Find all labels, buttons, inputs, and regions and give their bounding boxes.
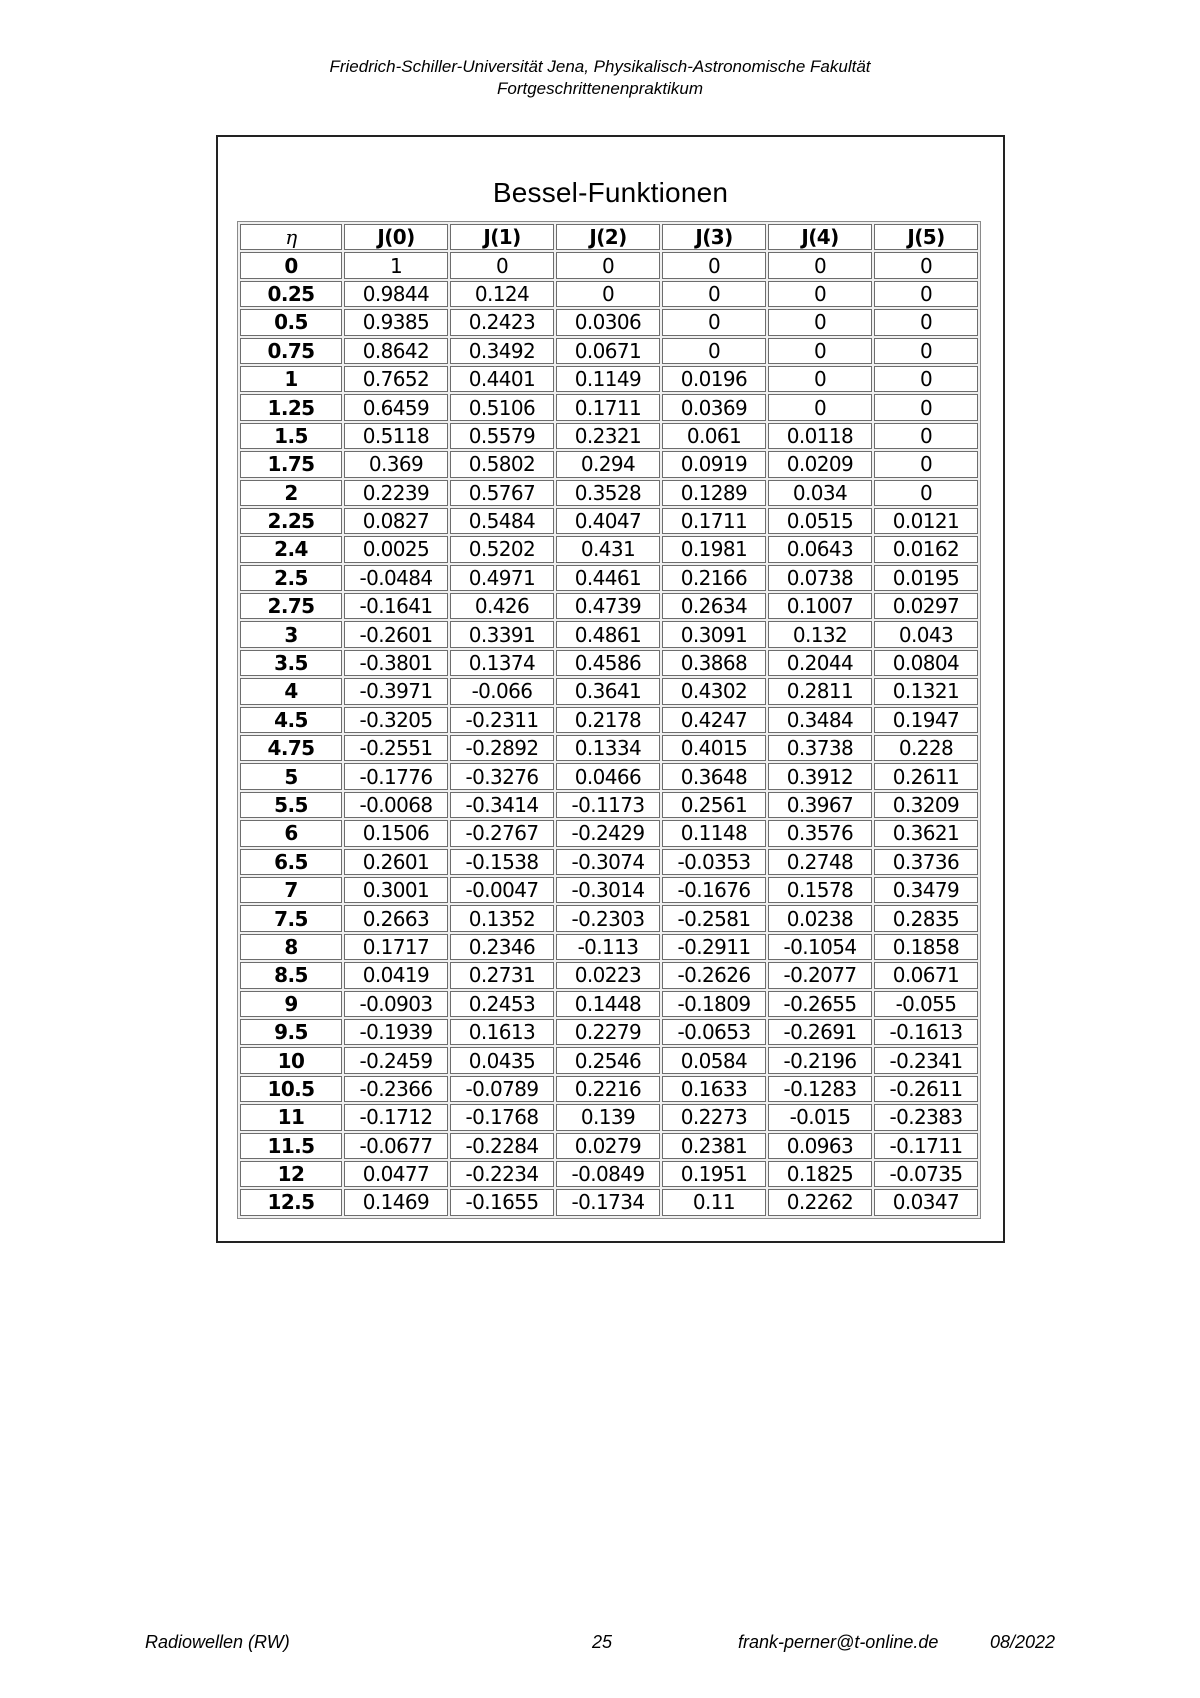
value-cell: 0.1148 (662, 820, 766, 846)
value-cell: 0.3528 (556, 480, 660, 506)
value-cell: 0.1374 (450, 650, 554, 676)
bessel-table (237, 221, 981, 1219)
value-cell: -0.015 (768, 1104, 872, 1130)
value-cell: 0.3576 (768, 820, 872, 846)
value-cell: 0.1711 (556, 394, 660, 420)
value-cell: 0.0196 (662, 366, 766, 392)
value-cell: 0.4047 (556, 508, 660, 534)
value-cell: 0.9844 (344, 281, 448, 307)
value-cell: 0.2601 (344, 849, 448, 875)
value-cell: 0.5767 (450, 480, 554, 506)
table-row (240, 281, 978, 307)
value-cell: 0.0477 (344, 1161, 448, 1187)
value-cell: 0.2561 (662, 792, 766, 818)
value-cell: 0 (874, 451, 978, 477)
table-row (240, 451, 978, 477)
value-cell: 0.2321 (556, 423, 660, 449)
table-row (240, 536, 978, 562)
value-cell: 0.3492 (450, 338, 554, 364)
eta-cell: 9.5 (240, 1019, 342, 1045)
value-cell: -0.0677 (344, 1133, 448, 1159)
value-cell: 0.1578 (768, 877, 872, 903)
value-cell: 0.5579 (450, 423, 554, 449)
value-cell: 0.1613 (450, 1019, 554, 1045)
value-cell: 0.3479 (874, 877, 978, 903)
table-row (240, 849, 978, 875)
value-cell: 0.3484 (768, 707, 872, 733)
value-cell: 0 (662, 309, 766, 335)
table-row (240, 621, 978, 647)
eta-cell: 1.5 (240, 423, 342, 449)
value-cell: 0 (874, 366, 978, 392)
value-cell: -0.1809 (662, 991, 766, 1017)
value-cell: 0.1321 (874, 678, 978, 704)
table-row (240, 763, 978, 789)
table-row (240, 423, 978, 449)
value-cell: 0 (874, 394, 978, 420)
value-cell: 0.4861 (556, 621, 660, 647)
value-cell: -0.1768 (450, 1104, 554, 1130)
value-cell: 0.2346 (450, 934, 554, 960)
value-cell: 0.1825 (768, 1161, 872, 1187)
value-cell: -0.1613 (874, 1019, 978, 1045)
value-cell: 0.4586 (556, 650, 660, 676)
value-cell: -0.3971 (344, 678, 448, 704)
value-cell: -0.2366 (344, 1076, 448, 1102)
value-cell: 0.0025 (344, 536, 448, 562)
value-cell: 0.2423 (450, 309, 554, 335)
value-cell: 0.0466 (556, 763, 660, 789)
value-cell: -0.1712 (344, 1104, 448, 1130)
value-cell: 0.2279 (556, 1019, 660, 1045)
eta-cell: 0.5 (240, 309, 342, 335)
footer-email: frank-perner@t-online.de (738, 1632, 939, 1652)
value-cell: 0.0671 (556, 338, 660, 364)
value-cell: 0.132 (768, 621, 872, 647)
value-cell: 0 (768, 366, 872, 392)
table-row (240, 707, 978, 733)
value-cell: 0.1149 (556, 366, 660, 392)
value-cell: 0.2663 (344, 905, 448, 931)
eta-cell: 2.75 (240, 593, 342, 619)
table-row (240, 820, 978, 846)
value-cell: -0.2383 (874, 1104, 978, 1130)
table-header-row (240, 224, 978, 250)
eta-cell: 5.5 (240, 792, 342, 818)
value-cell: -0.2311 (450, 707, 554, 733)
eta-cell: 10 (240, 1047, 342, 1073)
table-row (240, 1104, 978, 1130)
table-row (240, 480, 978, 506)
eta-cell: 6 (240, 820, 342, 846)
value-cell: 0.3868 (662, 650, 766, 676)
column-header: J(0) (344, 224, 448, 250)
value-cell: -0.2077 (768, 962, 872, 988)
eta-cell: 12 (240, 1161, 342, 1187)
eta-cell: 11.5 (240, 1133, 342, 1159)
value-cell: -0.1655 (450, 1189, 554, 1215)
footer-date: 08/2022 (990, 1632, 1056, 1652)
value-cell: 0 (768, 338, 872, 364)
value-cell: 0.0963 (768, 1133, 872, 1159)
value-cell: -0.2655 (768, 991, 872, 1017)
eta-cell: 9 (240, 991, 342, 1017)
table-row (240, 1189, 978, 1215)
value-cell: 0.1352 (450, 905, 554, 931)
value-cell: 0.034 (768, 480, 872, 506)
value-cell: -0.055 (874, 991, 978, 1017)
value-cell: -0.2626 (662, 962, 766, 988)
value-cell: 0.1334 (556, 735, 660, 761)
value-cell: -0.2601 (344, 621, 448, 647)
table-row (240, 309, 978, 335)
value-cell: 0.3738 (768, 735, 872, 761)
value-cell: 0.3001 (344, 877, 448, 903)
eta-cell: 4 (240, 678, 342, 704)
value-cell: 0.1469 (344, 1189, 448, 1215)
value-cell: -0.066 (450, 678, 554, 704)
value-cell: -0.0047 (450, 877, 554, 903)
value-cell: 0.4461 (556, 565, 660, 591)
value-cell: 0.0435 (450, 1047, 554, 1073)
column-header: J(4) (768, 224, 872, 250)
value-cell: 0.0584 (662, 1047, 766, 1073)
value-cell: 0.0121 (874, 508, 978, 534)
value-cell: 0.4971 (450, 565, 554, 591)
value-cell: 0 (662, 338, 766, 364)
page-header (0, 56, 1200, 100)
value-cell: 0.124 (450, 281, 554, 307)
value-cell: 0.1951 (662, 1161, 766, 1187)
eta-cell: 12.5 (240, 1189, 342, 1215)
value-cell: 0.6459 (344, 394, 448, 420)
value-cell: 0.0827 (344, 508, 448, 534)
value-cell: -0.1734 (556, 1189, 660, 1215)
value-cell: 0.3648 (662, 763, 766, 789)
value-cell: 0.2273 (662, 1104, 766, 1130)
value-cell: 0.0369 (662, 394, 766, 420)
value-cell: 0.426 (450, 593, 554, 619)
value-cell: 0 (768, 281, 872, 307)
value-cell: 0 (874, 338, 978, 364)
table-row (240, 792, 978, 818)
table-body (240, 252, 978, 1215)
table-row (240, 877, 978, 903)
value-cell: -0.3414 (450, 792, 554, 818)
value-cell: 0 (662, 252, 766, 278)
value-cell: 0.0223 (556, 962, 660, 988)
value-cell: -0.3205 (344, 707, 448, 733)
eta-cell: 1.75 (240, 451, 342, 477)
value-cell: -0.1776 (344, 763, 448, 789)
eta-cell: 8.5 (240, 962, 342, 988)
eta-cell: 6.5 (240, 849, 342, 875)
value-cell: 1 (344, 252, 448, 278)
eta-cell: 4.5 (240, 707, 342, 733)
value-cell: 0 (662, 281, 766, 307)
value-cell: -0.2892 (450, 735, 554, 761)
value-cell: 0.061 (662, 423, 766, 449)
value-cell: -0.0653 (662, 1019, 766, 1045)
value-cell: 0.0643 (768, 536, 872, 562)
column-header: J(1) (450, 224, 554, 250)
value-cell: 0.4302 (662, 678, 766, 704)
value-cell: 0.0209 (768, 451, 872, 477)
value-cell: -0.2611 (874, 1076, 978, 1102)
value-cell: 0.228 (874, 735, 978, 761)
eta-cell: 3 (240, 621, 342, 647)
value-cell: 0 (874, 423, 978, 449)
value-cell: 0.7652 (344, 366, 448, 392)
value-cell: 0.0195 (874, 565, 978, 591)
value-cell: 0 (874, 309, 978, 335)
value-cell: 0.5802 (450, 451, 554, 477)
header-course: Fortgeschrittenenpraktikum (497, 79, 703, 98)
value-cell: -0.3801 (344, 650, 448, 676)
value-cell: 0.1981 (662, 536, 766, 562)
table-row (240, 650, 978, 676)
value-cell: 0.2634 (662, 593, 766, 619)
table-row (240, 934, 978, 960)
value-cell: -0.2459 (344, 1047, 448, 1073)
eta-cell: 2.4 (240, 536, 342, 562)
eta-cell: 10.5 (240, 1076, 342, 1102)
value-cell: 0.8642 (344, 338, 448, 364)
eta-cell: 2.25 (240, 508, 342, 534)
value-cell: 0 (874, 252, 978, 278)
value-cell: 0.2178 (556, 707, 660, 733)
eta-cell: 0 (240, 252, 342, 278)
value-cell: -0.0789 (450, 1076, 554, 1102)
eta-cell: 11 (240, 1104, 342, 1130)
table-row (240, 962, 978, 988)
value-cell: 0.043 (874, 621, 978, 647)
footer-experiment: Radiowellen (RW) (145, 1632, 290, 1652)
value-cell: 0.369 (344, 451, 448, 477)
value-cell: -0.0068 (344, 792, 448, 818)
table-row (240, 1133, 978, 1159)
value-cell: 0.0238 (768, 905, 872, 931)
table-row (240, 338, 978, 364)
table-row (240, 394, 978, 420)
table-row (240, 1076, 978, 1102)
value-cell: -0.0484 (344, 565, 448, 591)
header-institution: Friedrich-Schiller-Universität Jena, Physikalisch-Astronomische Fakultät (329, 57, 871, 76)
value-cell: 0.0347 (874, 1189, 978, 1215)
value-cell: 0.1633 (662, 1076, 766, 1102)
value-cell: -0.2911 (662, 934, 766, 960)
value-cell: -0.2196 (768, 1047, 872, 1073)
value-cell: 0.3641 (556, 678, 660, 704)
value-cell: 0.2216 (556, 1076, 660, 1102)
table-row (240, 508, 978, 534)
column-header: J(5) (874, 224, 978, 250)
value-cell: -0.2234 (450, 1161, 554, 1187)
value-cell: 0 (556, 281, 660, 307)
value-cell: 0.5106 (450, 394, 554, 420)
value-cell: -0.2691 (768, 1019, 872, 1045)
value-cell: -0.113 (556, 934, 660, 960)
table-row (240, 1019, 978, 1045)
value-cell: 0.2546 (556, 1047, 660, 1073)
value-cell: -0.2581 (662, 905, 766, 931)
value-cell: 0.0804 (874, 650, 978, 676)
value-cell: 0 (874, 281, 978, 307)
value-cell: 0.4015 (662, 735, 766, 761)
column-header-eta: η (240, 224, 342, 250)
eta-cell: 2 (240, 480, 342, 506)
value-cell: -0.0353 (662, 849, 766, 875)
value-cell: 0.0279 (556, 1133, 660, 1159)
eta-cell: 4.75 (240, 735, 342, 761)
value-cell: 0.294 (556, 451, 660, 477)
value-cell: 0.2239 (344, 480, 448, 506)
value-cell: 0 (556, 252, 660, 278)
value-cell: -0.1173 (556, 792, 660, 818)
value-cell: 0.0671 (874, 962, 978, 988)
bessel-figure (216, 135, 1005, 1243)
table-row (240, 905, 978, 931)
value-cell: 0.3209 (874, 792, 978, 818)
value-cell: 0.5484 (450, 508, 554, 534)
value-cell: 0.3091 (662, 621, 766, 647)
value-cell: 0.431 (556, 536, 660, 562)
value-cell: 0.3912 (768, 763, 872, 789)
value-cell: -0.1676 (662, 877, 766, 903)
eta-cell: 1 (240, 366, 342, 392)
eta-cell: 8 (240, 934, 342, 960)
table-row (240, 678, 978, 704)
table-row (240, 735, 978, 761)
eta-cell: 1.25 (240, 394, 342, 420)
table-row (240, 565, 978, 591)
value-cell: 0.2835 (874, 905, 978, 931)
eta-cell: 0.75 (240, 338, 342, 364)
table-row (240, 252, 978, 278)
value-cell: -0.2284 (450, 1133, 554, 1159)
value-cell: -0.2429 (556, 820, 660, 846)
value-cell: 0.1007 (768, 593, 872, 619)
value-cell: -0.1711 (874, 1133, 978, 1159)
page-footer (0, 1632, 1200, 1656)
value-cell: 0.3621 (874, 820, 978, 846)
value-cell: 0.5202 (450, 536, 554, 562)
value-cell: 0.4739 (556, 593, 660, 619)
column-header: J(2) (556, 224, 660, 250)
value-cell: 0.9385 (344, 309, 448, 335)
value-cell: 0.0162 (874, 536, 978, 562)
value-cell: 0.2044 (768, 650, 872, 676)
value-cell: 0.0118 (768, 423, 872, 449)
value-cell: -0.1641 (344, 593, 448, 619)
value-cell: 0.2811 (768, 678, 872, 704)
value-cell: -0.0849 (556, 1161, 660, 1187)
value-cell: 0 (874, 480, 978, 506)
value-cell: -0.2551 (344, 735, 448, 761)
value-cell: -0.3276 (450, 763, 554, 789)
value-cell: 0 (450, 252, 554, 278)
value-cell: 0.1289 (662, 480, 766, 506)
value-cell: 0.139 (556, 1104, 660, 1130)
value-cell: 0.5118 (344, 423, 448, 449)
value-cell: 0.1711 (662, 508, 766, 534)
value-cell: 0 (768, 252, 872, 278)
value-cell: 0.1506 (344, 820, 448, 846)
table-row (240, 991, 978, 1017)
value-cell: 0.1947 (874, 707, 978, 733)
eta-cell: 3.5 (240, 650, 342, 676)
value-cell: 0.2166 (662, 565, 766, 591)
value-cell: 0.0515 (768, 508, 872, 534)
value-cell: 0.0738 (768, 565, 872, 591)
value-cell: 0.3391 (450, 621, 554, 647)
value-cell: 0.4247 (662, 707, 766, 733)
value-cell: 0.2731 (450, 962, 554, 988)
value-cell: -0.2303 (556, 905, 660, 931)
value-cell: 0.4401 (450, 366, 554, 392)
value-cell: -0.3074 (556, 849, 660, 875)
value-cell: -0.1283 (768, 1076, 872, 1102)
value-cell: 0.2262 (768, 1189, 872, 1215)
table-row (240, 1047, 978, 1073)
table-row (240, 366, 978, 392)
table-row (240, 593, 978, 619)
value-cell: 0.2453 (450, 991, 554, 1017)
table-row (240, 1161, 978, 1187)
eta-cell: 5 (240, 763, 342, 789)
value-cell: 0.3736 (874, 849, 978, 875)
value-cell: -0.1054 (768, 934, 872, 960)
value-cell: 0 (768, 309, 872, 335)
value-cell: -0.0735 (874, 1161, 978, 1187)
value-cell: 0.1448 (556, 991, 660, 1017)
value-cell: 0.0919 (662, 451, 766, 477)
value-cell: 0.0297 (874, 593, 978, 619)
value-cell: -0.1939 (344, 1019, 448, 1045)
eta-cell: 7 (240, 877, 342, 903)
value-cell: 0.11 (662, 1189, 766, 1215)
value-cell: -0.2341 (874, 1047, 978, 1073)
eta-cell: 0.25 (240, 281, 342, 307)
figure-title: Bessel-Funktionen (492, 177, 729, 208)
value-cell: 0 (768, 394, 872, 420)
value-cell: -0.3014 (556, 877, 660, 903)
column-header: J(3) (662, 224, 766, 250)
footer-page-number: 25 (592, 1632, 613, 1652)
value-cell: -0.2767 (450, 820, 554, 846)
value-cell: 0.0306 (556, 309, 660, 335)
value-cell: 0.0419 (344, 962, 448, 988)
value-cell: 0.2611 (874, 763, 978, 789)
value-cell: 0.2748 (768, 849, 872, 875)
value-cell: -0.1538 (450, 849, 554, 875)
value-cell: -0.0903 (344, 991, 448, 1017)
eta-cell: 7.5 (240, 905, 342, 931)
value-cell: 0.3967 (768, 792, 872, 818)
value-cell: 0.1858 (874, 934, 978, 960)
eta-cell: 2.5 (240, 565, 342, 591)
value-cell: 0.2381 (662, 1133, 766, 1159)
value-cell: 0.1717 (344, 934, 448, 960)
